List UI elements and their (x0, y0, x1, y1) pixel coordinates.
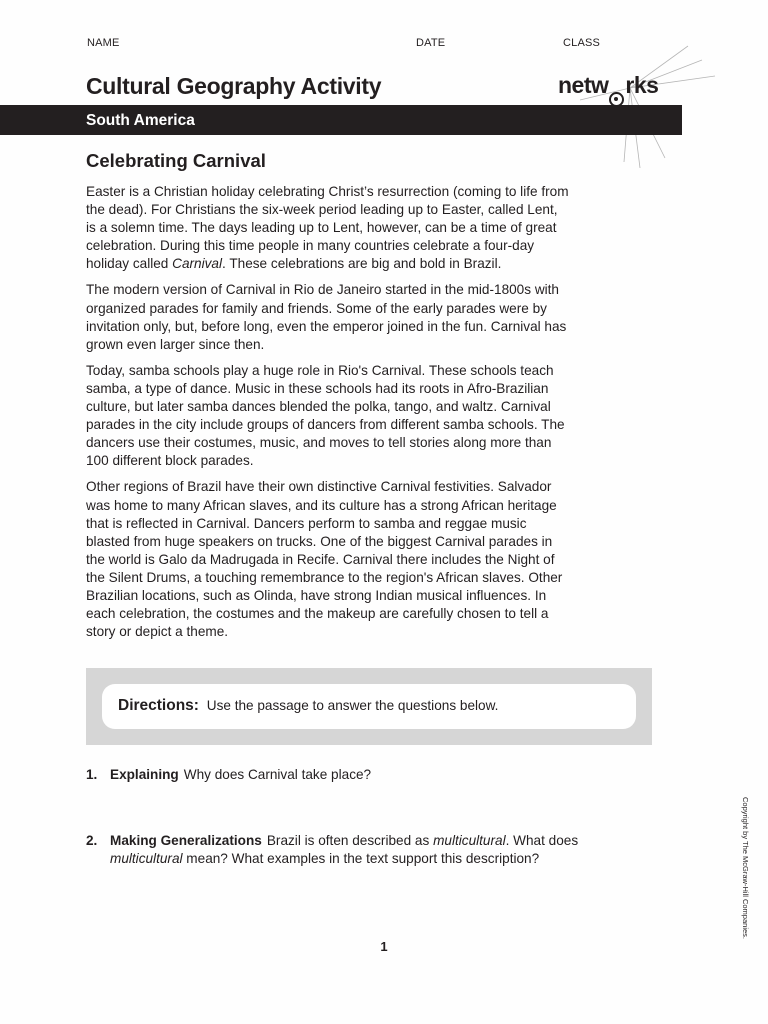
carnival-term: Carnival (172, 256, 223, 272)
question-skill: Making Generalizations (110, 833, 262, 848)
question-text: Why does Carnival take place? (183, 767, 372, 782)
logo-text-end: rks (625, 72, 659, 98)
directions-text (118, 697, 498, 715)
question-number: 1. (86, 767, 98, 782)
copyright-notice: Copyright by The McGraw-Hill Companies. (741, 797, 750, 939)
region-label: South America (86, 112, 195, 129)
question-skill: Explaining (110, 767, 179, 782)
question-1 (86, 766, 606, 784)
directions-label: Directions: (118, 697, 199, 714)
question-number: 2. (86, 833, 98, 848)
page-number: 1 (380, 939, 388, 954)
networks-logo (558, 72, 658, 107)
logo-text-start: netw (558, 72, 609, 98)
class-label: CLASS (563, 37, 601, 49)
paragraph-1: Easter is a Christian holiday celebrating Christ’s resurrection (coming to life from the dead). For Christians the six-week period leading up to Easter, called Lent, is a solemn time. The days leading up to Lent, however, can be a time of great celebration. During this time people in many countries celebrate a four-day holiday called Carnival. These celebrations are big and bold in Brazil. (86, 184, 569, 272)
passage (86, 183, 570, 649)
paragraph-2: The modern version of Carnival in Rio de Janeiro started in the mid-1800s with organized parades for family and friends. Some of the early parades were by invitation only, but, before long, even the emperor joined in the fun. Carnival has grown even larger since then. (86, 282, 567, 352)
directions-instructions: Use the passage to answer the questions below. (206, 698, 499, 713)
date-label: DATE (416, 37, 446, 49)
article-heading: Celebrating Carnival (86, 150, 266, 171)
paragraph-3: Today, samba schools play a huge role in Rio's Carnival. These schools teach samba, a type of dance. Music in these schools had its roots in Afro-Brazilian culture, but later samba dances blended the polka, tango, and waltz. Carnival parades in the city include groups of dancers from different samba schools. The dancers use their costumes, music, and moves to tell stories along more than 100 different block parades. (86, 362, 565, 469)
page-title: Cultural Geography Activity (86, 73, 382, 99)
paragraph-4: Other regions of Brazil have their own distinctive Carnival festivities. Salvador was home to many African slaves, and its culture has a strong African heritage that is reflected in Carnival. Dancers perform to samba and reggae music blasted from huge speakers on trucks. One of the biggest Carnival parades in the world is Galo da Madrugada in Recife. Carnival there includes the Night of the Silent Drums, a touching remembrance to the region's African slaves. Other Brazilian locations, such as Olinda, have strong Indian musical influences. In each celebration, the costumes and the makeup are carefully chosen to tell a story or depict a theme. (86, 479, 563, 640)
name-label: NAME (87, 37, 120, 49)
question-2: 2. Making Generalizations Brazil is often described as multicultural. What does multicultural mean? What examples in the text support this description? (86, 833, 579, 867)
